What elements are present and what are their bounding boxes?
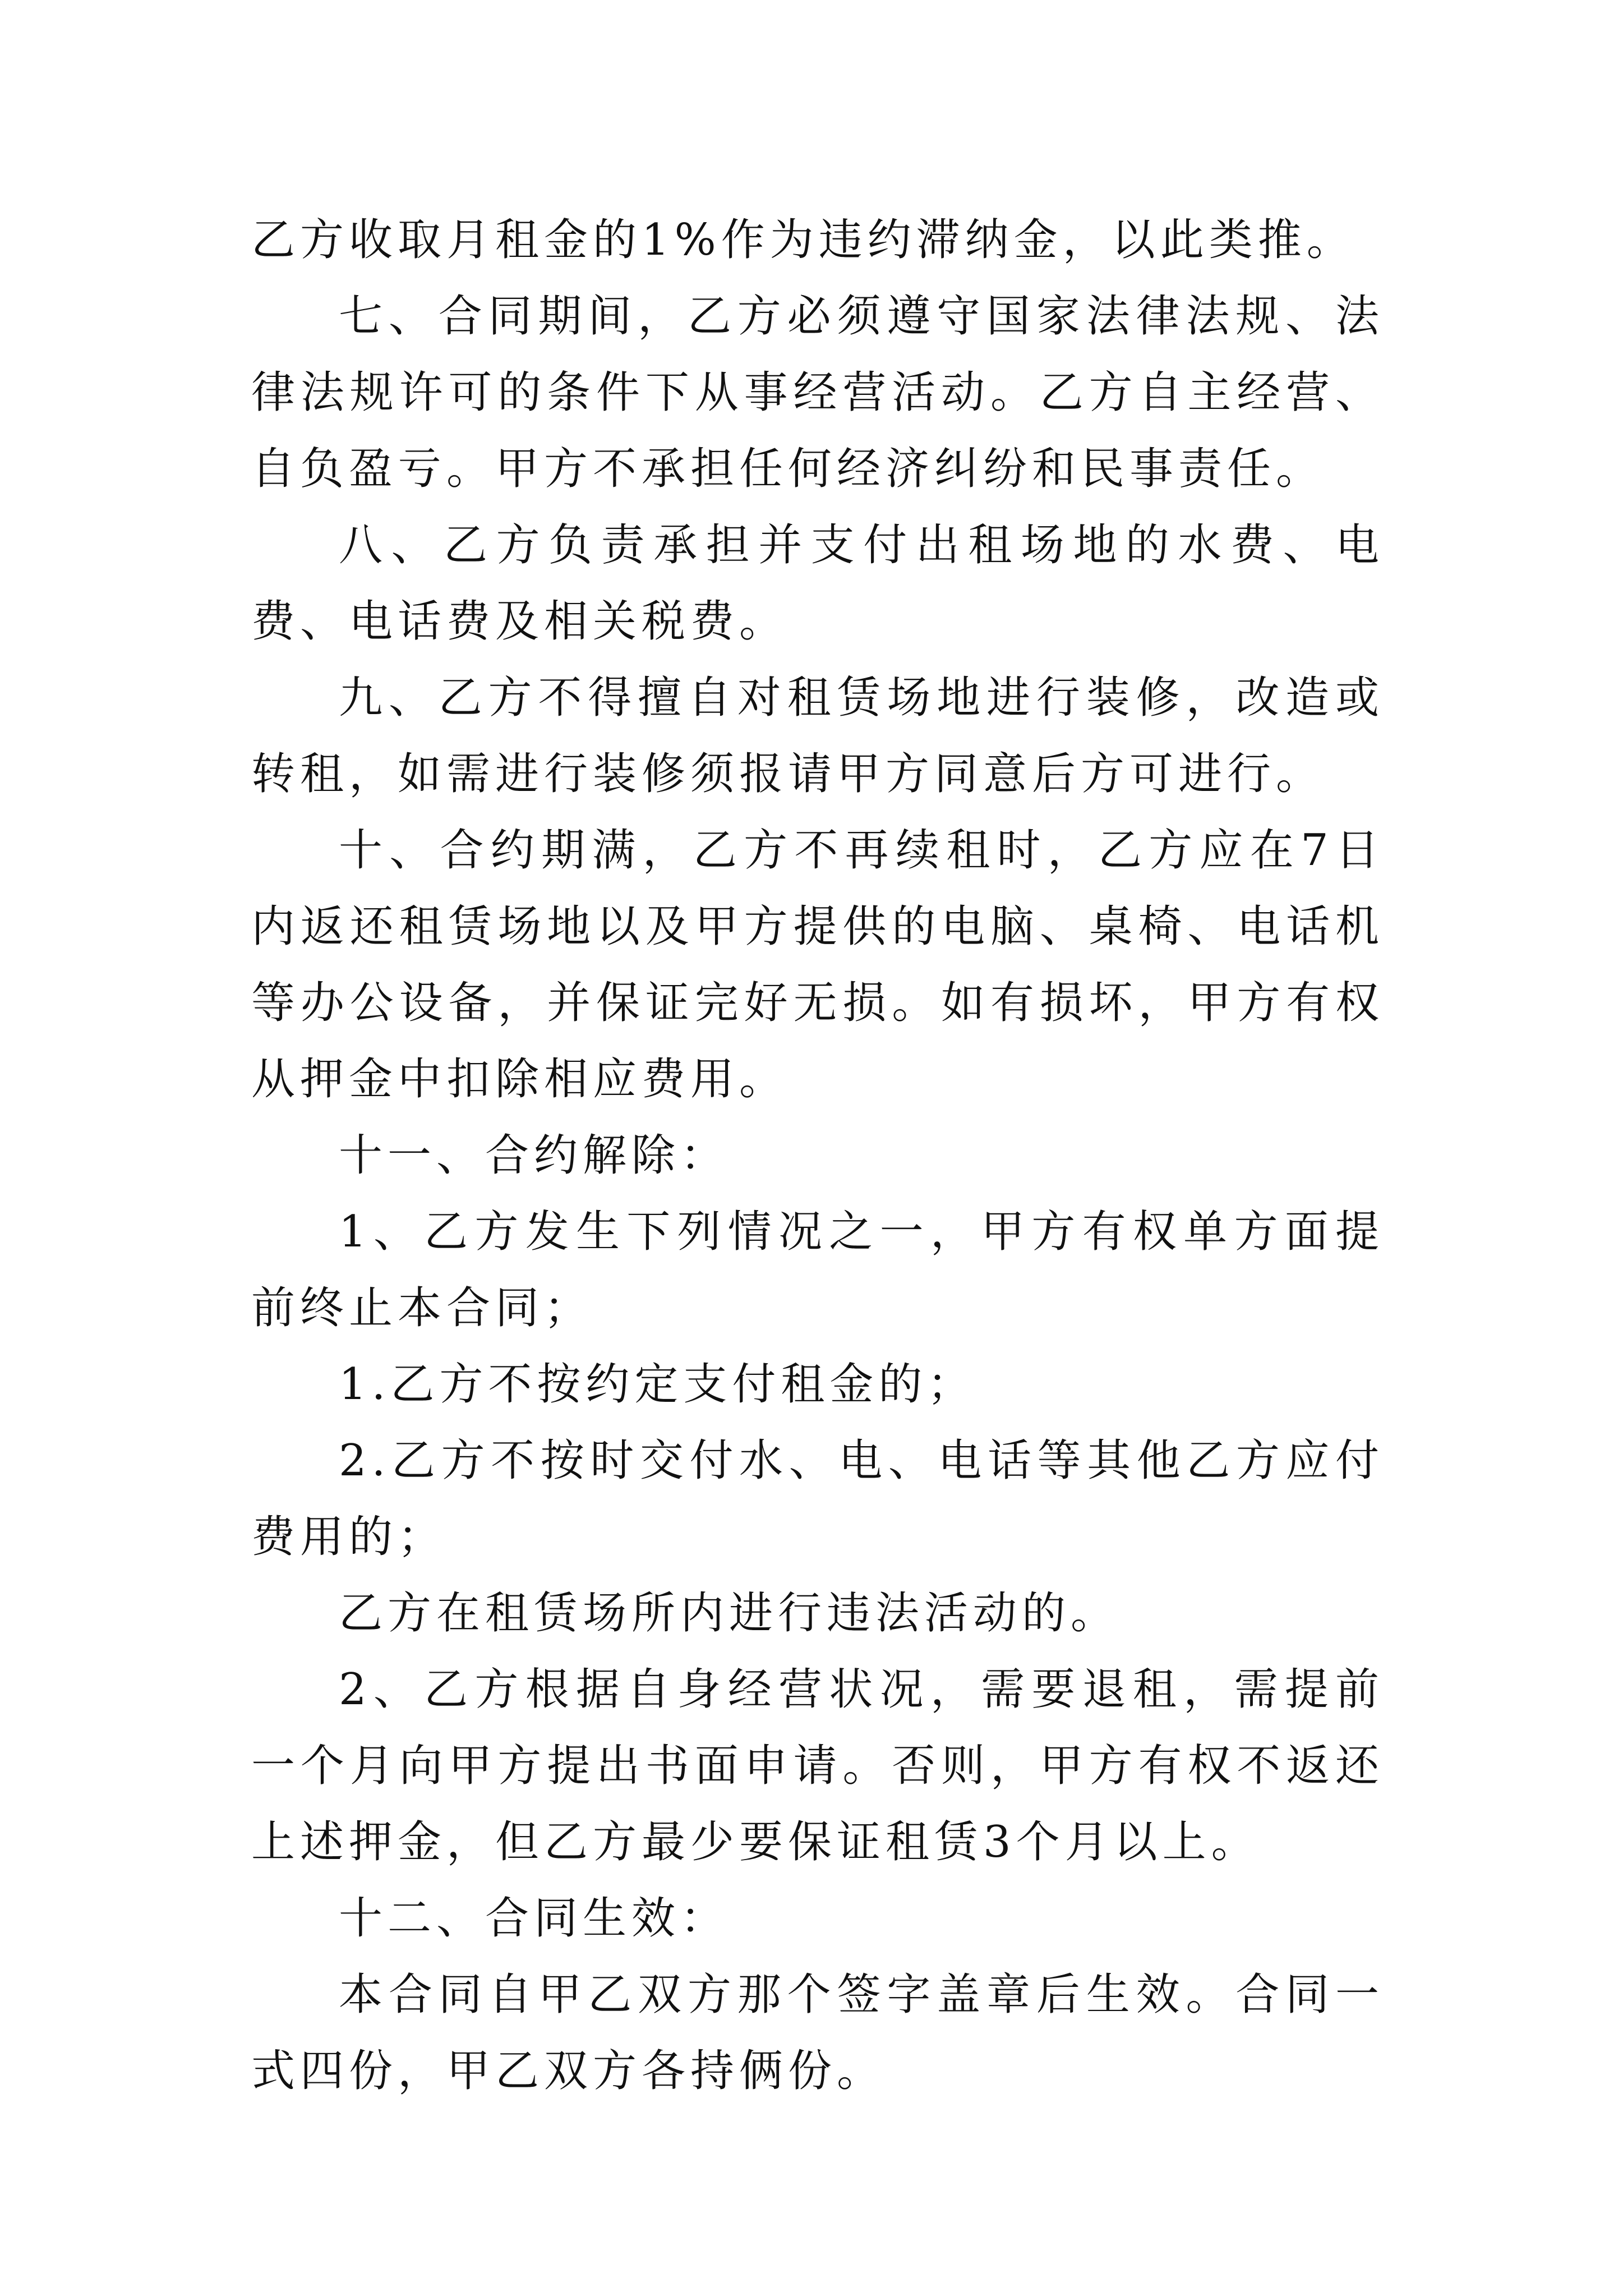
contract-body (251, 202, 1384, 2109)
paragraph-clause-10: 十、合约期满，乙方不再续租时，乙方应在7日内返还租赁场地以及甲方提供的电脑、桌椅、电话机等办公设备，并保证完好无损。如有损坏，甲方有权从押金中扣除相应费用。 (251, 825, 1384, 1105)
paragraph-clause-12-heading: 十二、合同生效： (339, 1893, 730, 1944)
paragraph-clause-7: 七、合同期间，乙方必须遵守国家法律法规、法律法规许可的条件下从事经营活动。乙方自主经营、自负盈亏。甲方不承担任何经济纠纷和民事责任。 (251, 291, 1384, 494)
paragraph-clause-11-heading: 十一、合约解除： (339, 1130, 730, 1181)
paragraph-late-fee: 乙方收取月租金的1%作为违约滞纳金，以此类推。 (251, 215, 1355, 265)
paragraph-clause-9: 九、乙方不得擅自对租赁场地进行装修，改造或转租，如需进行装修须报请甲方同意后方可进行。 (251, 673, 1384, 799)
paragraph-clause-11-item-2: 2、乙方根据自身经营状况，需要退租，需提前一个月向甲方提出书面申请。否则，甲方有权不返还上述押金，但乙方最少要保证租赁3个月以上。 (251, 1664, 1384, 1867)
paragraph-clause-11-item-1: 1、乙方发生下列情况之一，甲方有权单方面提前终止本合同； (251, 1207, 1384, 1333)
paragraph-clause-8: 八、乙方负责承担并支付出租场地的水费、电费、电话费及相关税费。 (251, 520, 1384, 647)
paragraph-clause-11-subitem-2: 2.乙方不按时交付水、电、电话等其他乙方应付费用的； (251, 1435, 1384, 1562)
paragraph-clause-12-body: 本合同自甲乙双方那个签字盖章后生效。合同一式四份，甲乙双方各持俩份。 (251, 1970, 1384, 2096)
paragraph-clause-11-subitem-1: 1.乙方不按约定支付租金的； (339, 1359, 976, 1410)
paragraph-clause-11-subitem-3: 乙方在租赁场所内进行违法活动的。 (339, 1588, 1120, 1639)
